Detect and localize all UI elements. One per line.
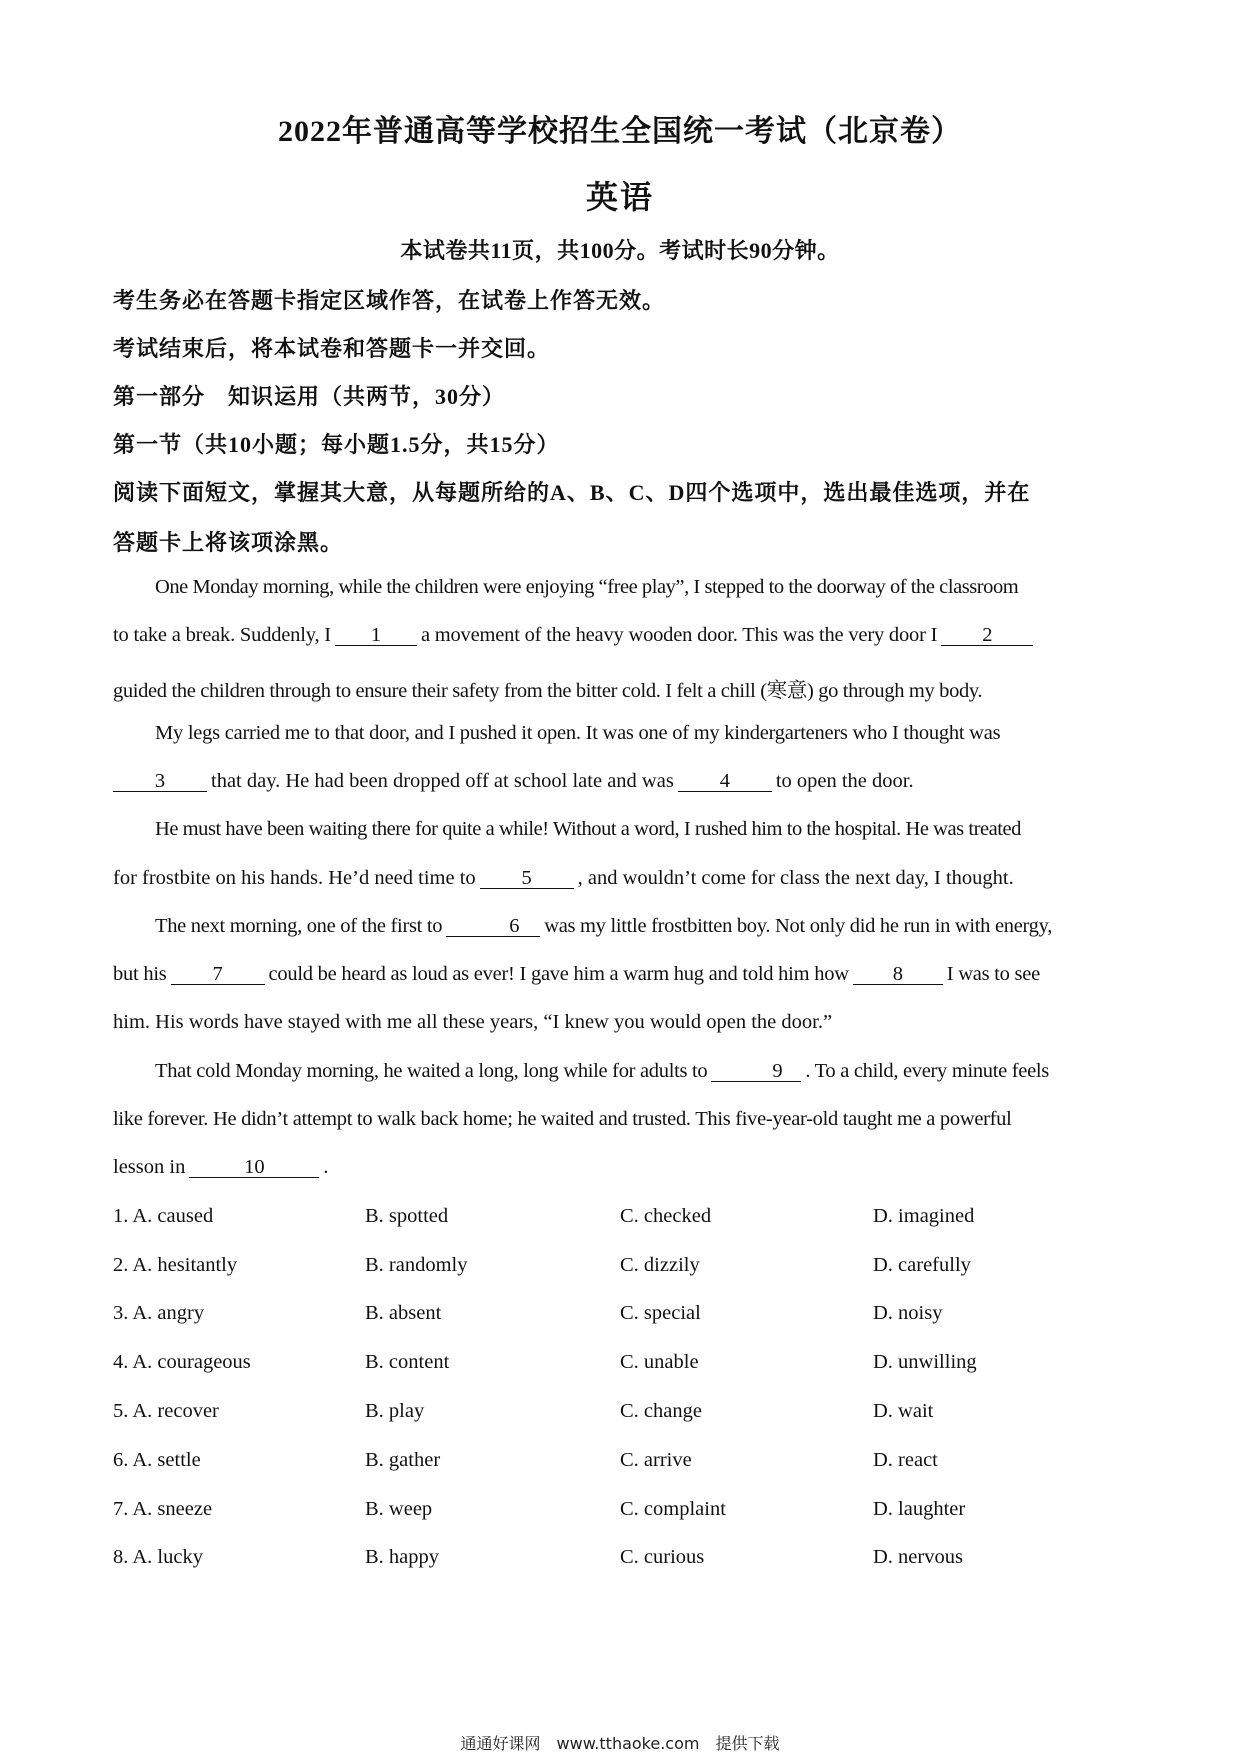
passage-line	[113, 867, 1129, 890]
part-heading: 第一部分 知识运用（共两节，30分）	[113, 384, 506, 409]
option-d: D. nervous	[873, 1546, 963, 1568]
passage-line	[113, 963, 1129, 986]
passage-line	[113, 915, 1129, 938]
option-a: 5. A. recover	[113, 1400, 219, 1422]
passage-line	[113, 1060, 1129, 1083]
option-d: D. imagined	[873, 1205, 975, 1227]
footer-watermark: 通通好课网 www.tthaoke.com 提供下载	[460, 1734, 780, 1753]
blank-1: 1	[335, 625, 417, 646]
option-a: 4. A. courageous	[113, 1351, 251, 1373]
blank-8: 8	[853, 964, 943, 985]
option-b: B. gather	[365, 1449, 441, 1471]
passage-text: that day. He had been dropped off at school late and was	[211, 770, 674, 792]
passage-text: could be heard as loud as ever! I gave him a warm hug and told him how	[268, 963, 849, 985]
option-c: C. change	[620, 1400, 702, 1422]
blank-4: 4	[678, 771, 772, 792]
passage-line: One Monday morning, while the children were enjoying “free play”, I stepped to the doorway of the classroom	[155, 576, 1019, 598]
passage-text: but his	[113, 963, 167, 985]
instruction-line-2: 考试结束后，将本试卷和答题卡一并交回。	[113, 336, 551, 361]
subject-title: 英语	[585, 179, 654, 215]
option-b: B. happy	[365, 1546, 440, 1568]
passage-text: . To a child, every minute feels	[805, 1060, 1049, 1082]
blank-7: 7	[171, 964, 265, 985]
option-c: C. checked	[620, 1205, 712, 1227]
option-a: 6. A. settle	[113, 1449, 201, 1471]
blank-3: 3	[113, 771, 207, 792]
option-c: C. dizzily	[620, 1254, 700, 1276]
blank-5: 5	[480, 868, 574, 889]
passage-line: him. His words have stayed with me all these years, “I knew you would open the door.”	[113, 1011, 833, 1033]
blank-2: 2	[941, 625, 1033, 646]
option-d: D. carefully	[873, 1254, 971, 1276]
option-c: C. special	[620, 1302, 701, 1324]
option-b: B. randomly	[365, 1254, 468, 1276]
passage-line: He must have been waiting there for quite a while! Without a word, I rushed him to the hospital. He was treated	[155, 818, 1021, 840]
option-b: B. weep	[365, 1498, 433, 1520]
option-c: C. complaint	[620, 1498, 726, 1520]
passage-line: like forever. He didn’t attempt to walk back home; he waited and trusted. This five-year-old taught me a powerful	[113, 1108, 1012, 1130]
blank-9: 9	[711, 1061, 801, 1082]
passage-line	[113, 624, 1129, 647]
passage-line	[113, 1156, 1129, 1179]
option-d: D. wait	[873, 1400, 934, 1422]
option-d: D. laughter	[873, 1498, 966, 1520]
passage-text: That cold Monday morning, he waited a long, long while for adults to	[155, 1060, 708, 1082]
blank-10: 10	[189, 1157, 319, 1178]
option-b: B. spotted	[365, 1205, 449, 1227]
option-d: D. noisy	[873, 1302, 943, 1324]
passage-text: was my little frostbitten boy. Not only did he run in with energy,	[544, 915, 1053, 937]
passage-line	[113, 770, 1129, 793]
option-c: C. arrive	[620, 1449, 692, 1471]
option-a: 2. A. hesitantly	[113, 1254, 238, 1276]
option-a: 7. A. sneeze	[113, 1498, 213, 1520]
exam-info: 本试卷共11页，共100分。考试时长90分钟。	[400, 238, 840, 263]
passage-text: I was to see	[946, 963, 1040, 985]
option-d: D. react	[873, 1449, 938, 1471]
option-d: D. unwilling	[873, 1351, 977, 1373]
passage-text: .	[323, 1156, 329, 1178]
option-b: B. absent	[365, 1302, 442, 1324]
page-title: 2022年普通高等学校招生全国统一考试（北京卷）	[278, 115, 962, 148]
option-b: B. play	[365, 1400, 425, 1422]
passage-text: a movement of the heavy wooden door. This was the very door I	[420, 624, 938, 646]
option-c: C. unable	[620, 1351, 699, 1373]
option-a: 3. A. angry	[113, 1302, 205, 1324]
instruction-line-1: 考生务必在答题卡指定区域作答，在试卷上作答无效。	[113, 288, 666, 313]
passage-line: My legs carried me to that door, and I pushed it open. It was one of my kindergarteners who I thought was	[155, 722, 1001, 744]
option-b: B. content	[365, 1351, 450, 1373]
passage-text: lesson in	[113, 1156, 186, 1178]
passage-text: for frostbite on his hands. He’d need time to	[113, 867, 476, 889]
passage-line: guided the children through to ensure their safety from the bitter cold. I felt a chill (寒意) go through my body.	[113, 680, 983, 702]
option-a: 8. A. lucky	[113, 1546, 203, 1568]
passage-text: to take a break. Suddenly, I	[113, 624, 331, 646]
blank-6: 6	[446, 916, 540, 937]
directions-line-1: 阅读下面短文，掌握其大意，从每题所给的A、B、C、D四个选项中，选出最佳选项，并在	[113, 480, 1031, 505]
directions-line-2: 答题卡上将该项涂黑。	[113, 530, 344, 555]
option-a: 1. A. caused	[113, 1205, 214, 1227]
passage-text: to open the door.	[775, 770, 914, 792]
passage-text: , and wouldn’t come for class the next day, I thought.	[577, 867, 1014, 889]
option-c: C. curious	[620, 1546, 705, 1568]
passage-text: The next morning, one of the first to	[155, 915, 443, 937]
section-heading: 第一节（共10小题；每小题1.5分，共15分）	[113, 432, 560, 457]
